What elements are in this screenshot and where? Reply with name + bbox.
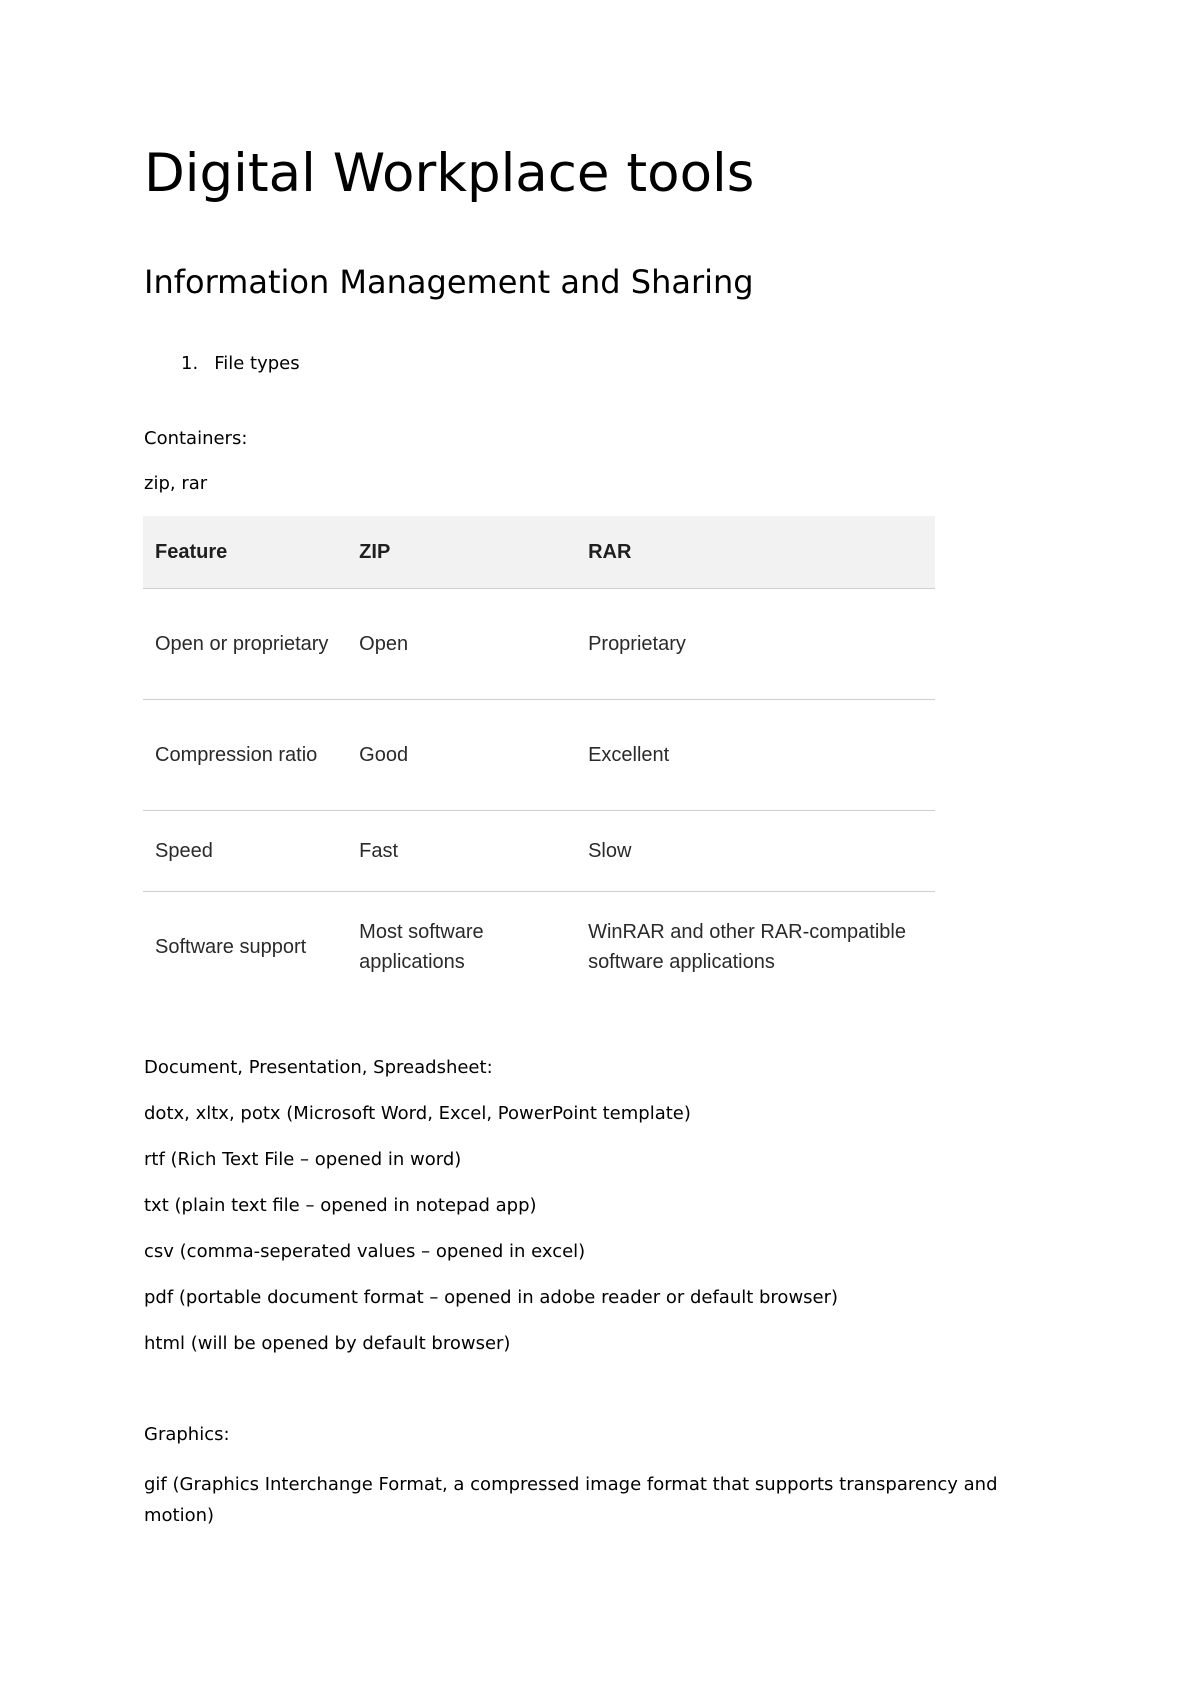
file-type-item: dotx, xltx, potx (Microsoft Word, Excel, PowerPoint template)	[144, 1103, 691, 1124]
table-cell: Compression ratio	[143, 700, 347, 811]
table-row	[143, 700, 935, 811]
file-type-item: gif (Graphics Interchange Format, a compressed image format that supports transparency and motion)	[144, 1474, 998, 1526]
file-type-item: csv (comma-seperated values – opened in excel)	[144, 1241, 586, 1262]
numbered-list-item	[181, 352, 300, 376]
table-header-cell: ZIP	[347, 516, 576, 589]
table-cell: Open or proprietary	[143, 589, 347, 700]
table-row	[143, 589, 935, 700]
containers-heading: Containers:	[144, 428, 248, 449]
list-item-text: File types	[214, 353, 300, 374]
file-type-item: html (will be opened by default browser)	[144, 1333, 511, 1354]
table-header-cell: Feature	[143, 516, 347, 589]
table-header-cell: RAR	[576, 516, 935, 589]
table-cell: Proprietary	[576, 589, 935, 700]
document-title: Digital Workplace tools	[144, 143, 755, 204]
table-cell: Fast	[347, 811, 576, 892]
table-cell: Open	[347, 589, 576, 700]
documents-heading: Document, Presentation, Spreadsheet:	[144, 1057, 493, 1078]
section-heading: Information Management and Sharing	[144, 263, 754, 301]
graphics-heading: Graphics:	[144, 1424, 230, 1445]
table-cell: Good	[347, 700, 576, 811]
table-cell: Slow	[576, 811, 935, 892]
container-comparison-table	[143, 516, 935, 1002]
table-cell: Speed	[143, 811, 347, 892]
table-cell: Most software applications	[359, 921, 484, 973]
file-type-item: rtf (Rich Text File – opened in word)	[144, 1149, 462, 1170]
file-type-item: txt (plain text file – opened in notepad app)	[144, 1195, 537, 1216]
table-header-row	[143, 516, 935, 589]
list-marker: 1.	[181, 353, 199, 374]
table-cell: WinRAR and other RAR-compatible software applications	[588, 921, 906, 973]
file-type-item: pdf (portable document format – opened in adobe reader or default browser)	[144, 1287, 839, 1308]
table-cell: Excellent	[576, 700, 935, 811]
table-row	[143, 892, 935, 1003]
containers-text: zip, rar	[144, 473, 208, 494]
table-cell: Software support	[155, 936, 307, 958]
table-row	[143, 811, 935, 892]
